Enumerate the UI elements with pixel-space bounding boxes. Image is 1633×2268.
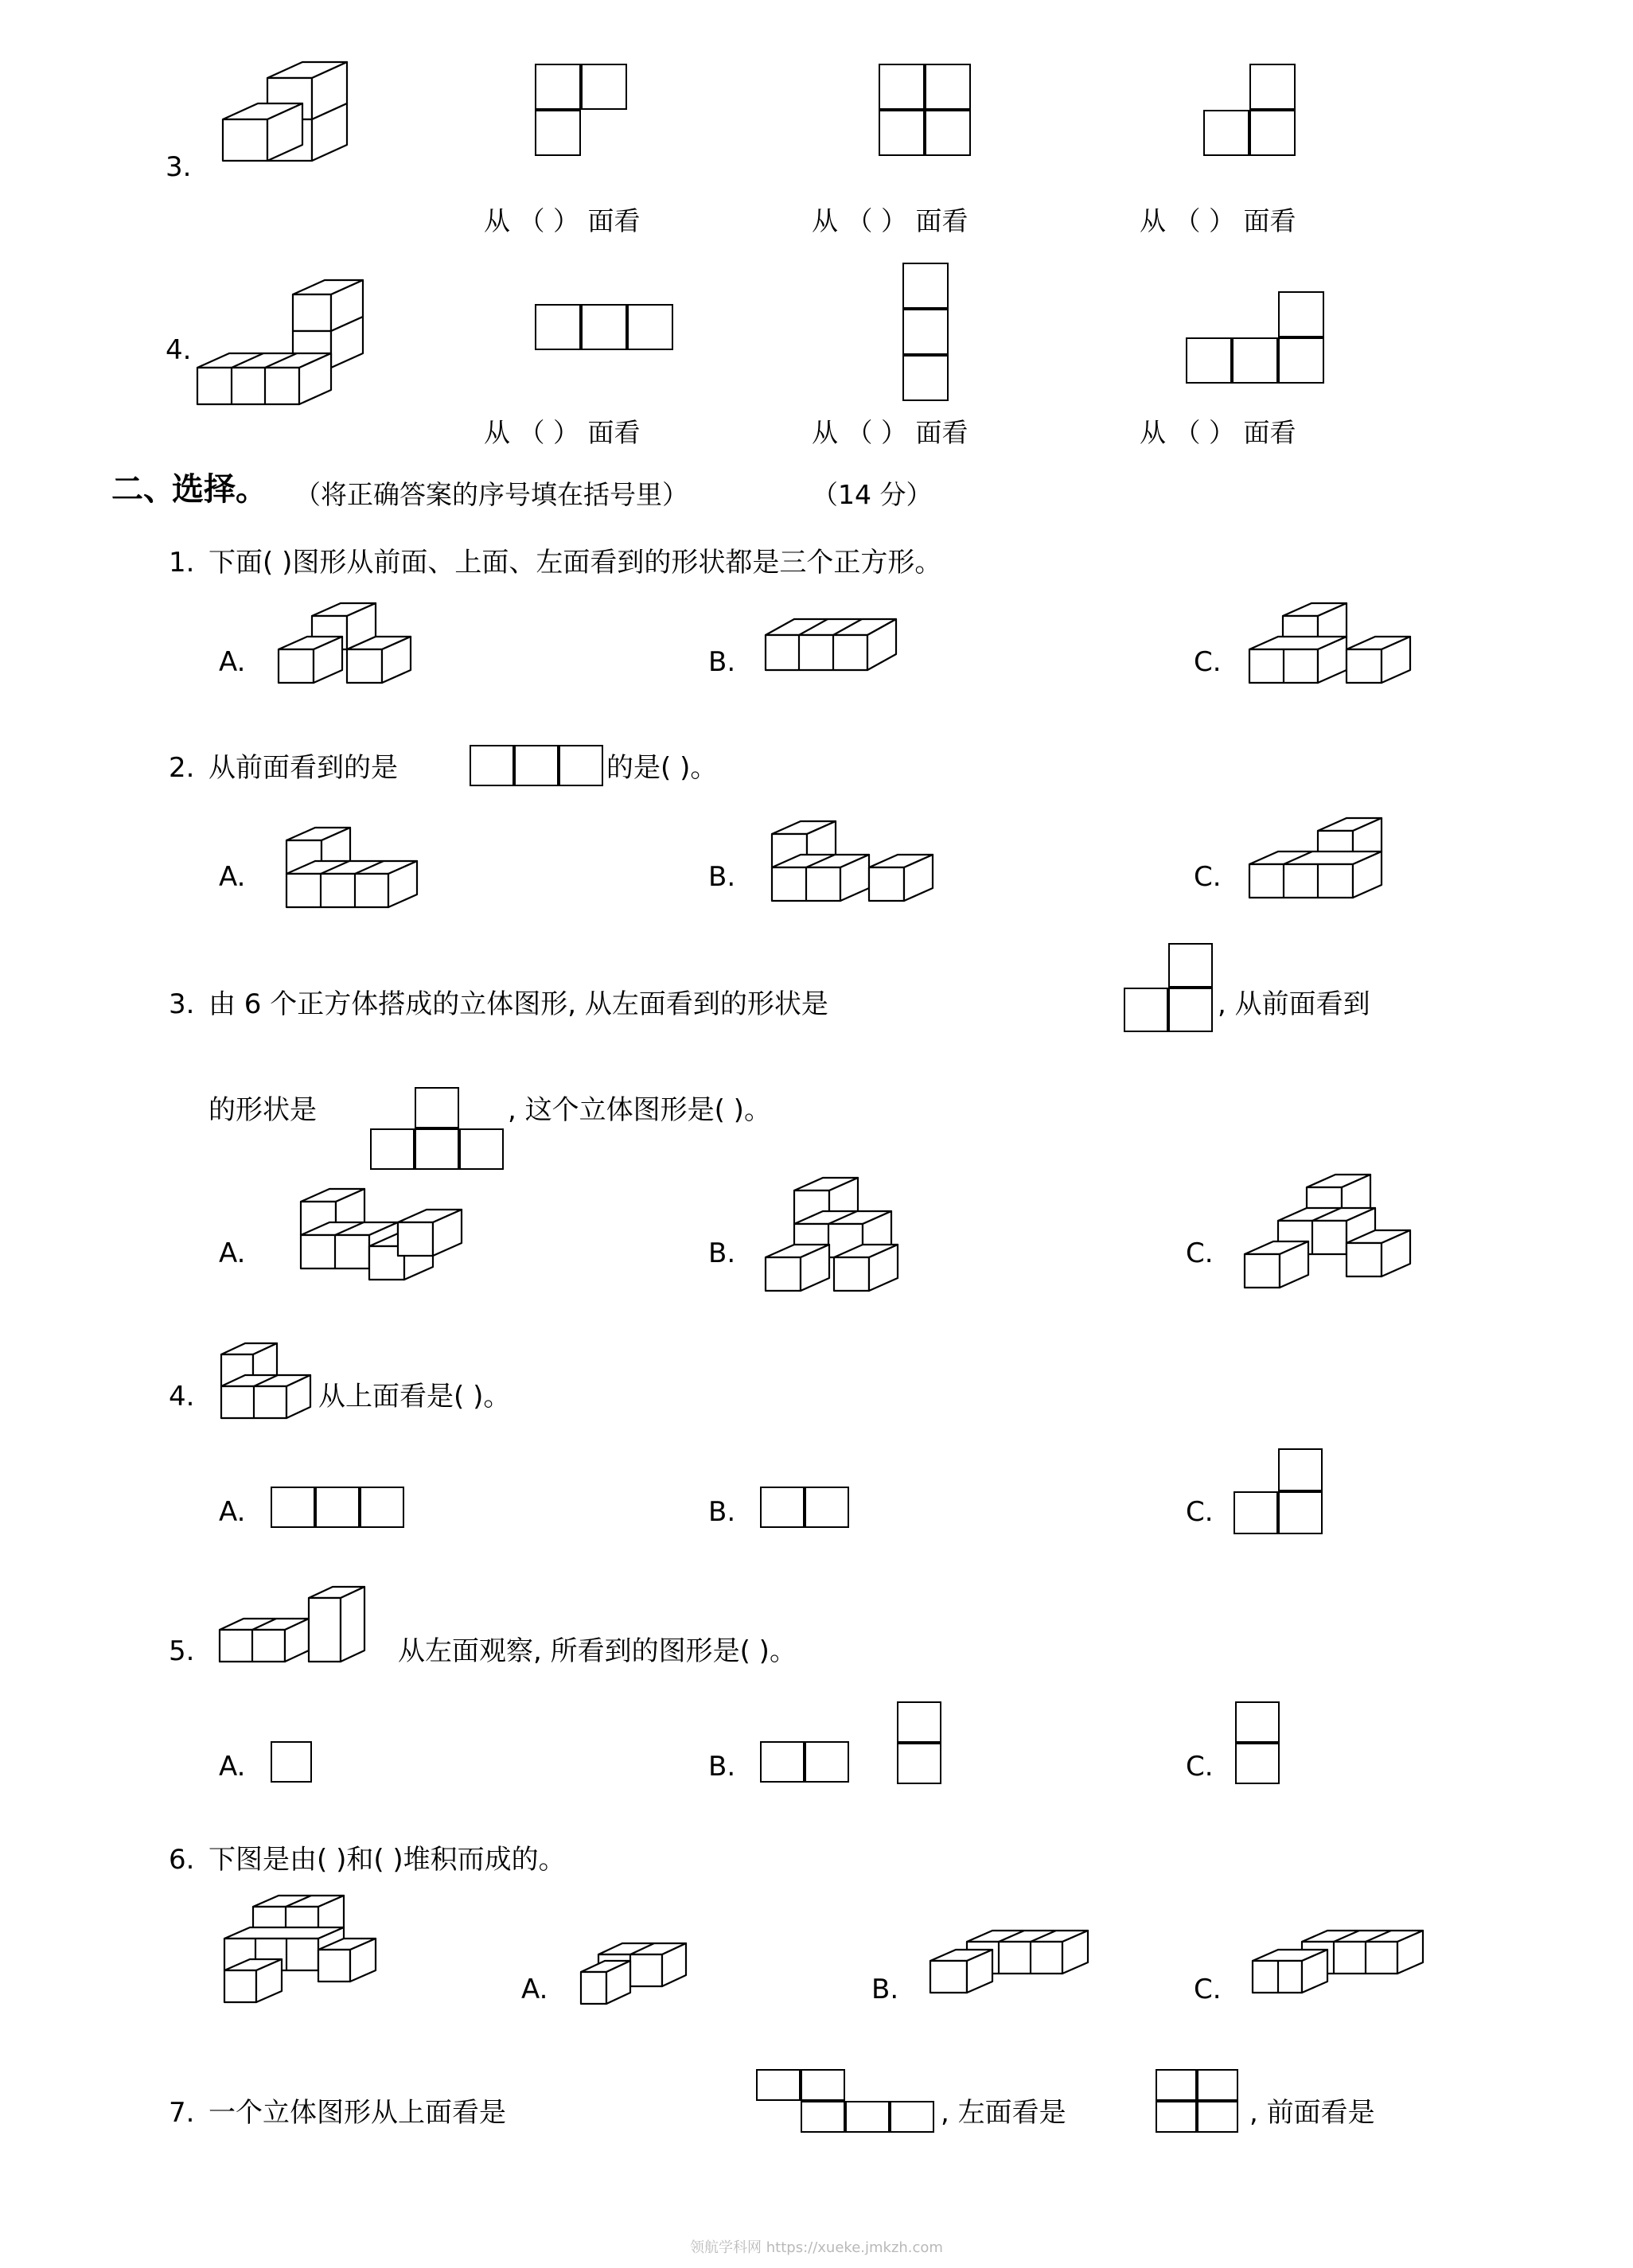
- q3c-line1-before: 由 6 个正方体搭成的立体图形, 从左面看到的形状是: [209, 988, 828, 1020]
- q3-solid-figure: [191, 56, 374, 183]
- q4-solid-figure: [191, 279, 390, 438]
- section-two-note: （将正确答案的序号填在括号里）: [294, 479, 688, 510]
- q3c-option-c-figure: [1234, 1170, 1432, 1305]
- q7-number: 7.: [169, 2097, 195, 2129]
- q5-option-b-label: B.: [708, 1751, 736, 1783]
- section-two-number: 二、: [111, 471, 175, 508]
- q3c-option-c-label: C.: [1186, 1237, 1214, 1269]
- q3-view2-label: 从 （ ） 面看: [812, 205, 968, 236]
- q4c-option-b-label: B.: [708, 1496, 736, 1528]
- q3-view3-label: 从 （ ） 面看: [1140, 205, 1296, 236]
- q4-view3-label: 从 （ ） 面看: [1140, 417, 1296, 448]
- q2-number: 2.: [169, 752, 195, 784]
- q2-text-before: 从前面看到的是: [209, 752, 398, 784]
- q6-text: 下图是由( )和( )堆积而成的。: [209, 1844, 566, 1876]
- q3c-option-b-label: B.: [708, 1237, 736, 1269]
- q1-option-a-label: A.: [219, 646, 246, 678]
- page-footer: 领航学科网 https://xueke.jmkzh.com: [690, 2239, 943, 2256]
- q6-number: 6.: [169, 1844, 195, 1876]
- q4c-option-c-label: C.: [1186, 1496, 1214, 1528]
- q2-option-c-figure: [1241, 812, 1424, 915]
- section-two-score: （14 分）: [812, 479, 933, 510]
- q7-text-c: , 前面看是: [1249, 2097, 1375, 2129]
- q2-option-a-label: A.: [219, 861, 246, 893]
- q5-figure: [209, 1584, 392, 1687]
- q2-option-a-figure: [271, 820, 470, 915]
- q6-figure: [209, 1886, 423, 2013]
- q1-number: 1.: [169, 547, 195, 579]
- q7-text-a: 一个立体图形从上面看是: [209, 2097, 506, 2129]
- q6-option-c-figure: [1241, 1918, 1440, 2013]
- q5-number: 5.: [169, 1635, 195, 1667]
- q1-option-b-label: B.: [708, 646, 736, 678]
- q6-option-b-figure: [919, 1918, 1118, 2013]
- q3c-line2-after: , 这个立体图形是( )。: [508, 1094, 771, 1126]
- q6-option-b-label: B.: [871, 1974, 899, 2005]
- q5-option-c-label: C.: [1186, 1751, 1214, 1783]
- q2-option-b-label: B.: [708, 861, 736, 893]
- q4-number: 4.: [166, 334, 192, 366]
- q2-text-after: 的是( )。: [606, 752, 718, 784]
- q5-option-a-label: A.: [219, 1751, 246, 1783]
- q2-option-c-label: C.: [1194, 861, 1222, 893]
- q6-option-a-figure: [570, 1932, 721, 2020]
- q3-number: 3.: [166, 151, 192, 183]
- q6-option-a-label: A.: [521, 1974, 548, 2005]
- q3c-option-b-figure: [756, 1170, 955, 1305]
- q6-option-c-label: C.: [1194, 1974, 1222, 2005]
- q3c-option-a-figure: [271, 1178, 493, 1305]
- q1-option-c-label: C.: [1194, 646, 1222, 678]
- q4c-option-a-label: A.: [219, 1496, 246, 1528]
- q7-text-b: , 左面看是: [941, 2097, 1066, 2129]
- q1-option-a-figure: [271, 597, 446, 692]
- q1-option-c-figure: [1241, 597, 1424, 692]
- q3c-number: 3.: [169, 988, 195, 1020]
- q4c-text: 从上面看是( )。: [318, 1381, 511, 1413]
- q3-view1-label: 从 （ ） 面看: [484, 205, 641, 236]
- section-two-title: 选择。: [172, 471, 267, 508]
- q2-option-b-figure: [756, 813, 939, 917]
- q5-text: 从左面观察, 所看到的图形是( )。: [398, 1635, 797, 1667]
- q1-text: 下面( )图形从前面、上面、左面看到的形状都是三个正方形。: [209, 547, 942, 579]
- q3c-option-a-label: A.: [219, 1237, 246, 1269]
- q3c-line1-after: , 从前面看到: [1218, 988, 1370, 1020]
- q4-view2-label: 从 （ ） 面看: [812, 417, 968, 448]
- q4-view1-label: 从 （ ） 面看: [484, 417, 641, 448]
- q3c-line2-before: 的形状是: [209, 1094, 317, 1126]
- q1-option-b-figure: [756, 605, 939, 692]
- q4c-number: 4.: [169, 1381, 195, 1413]
